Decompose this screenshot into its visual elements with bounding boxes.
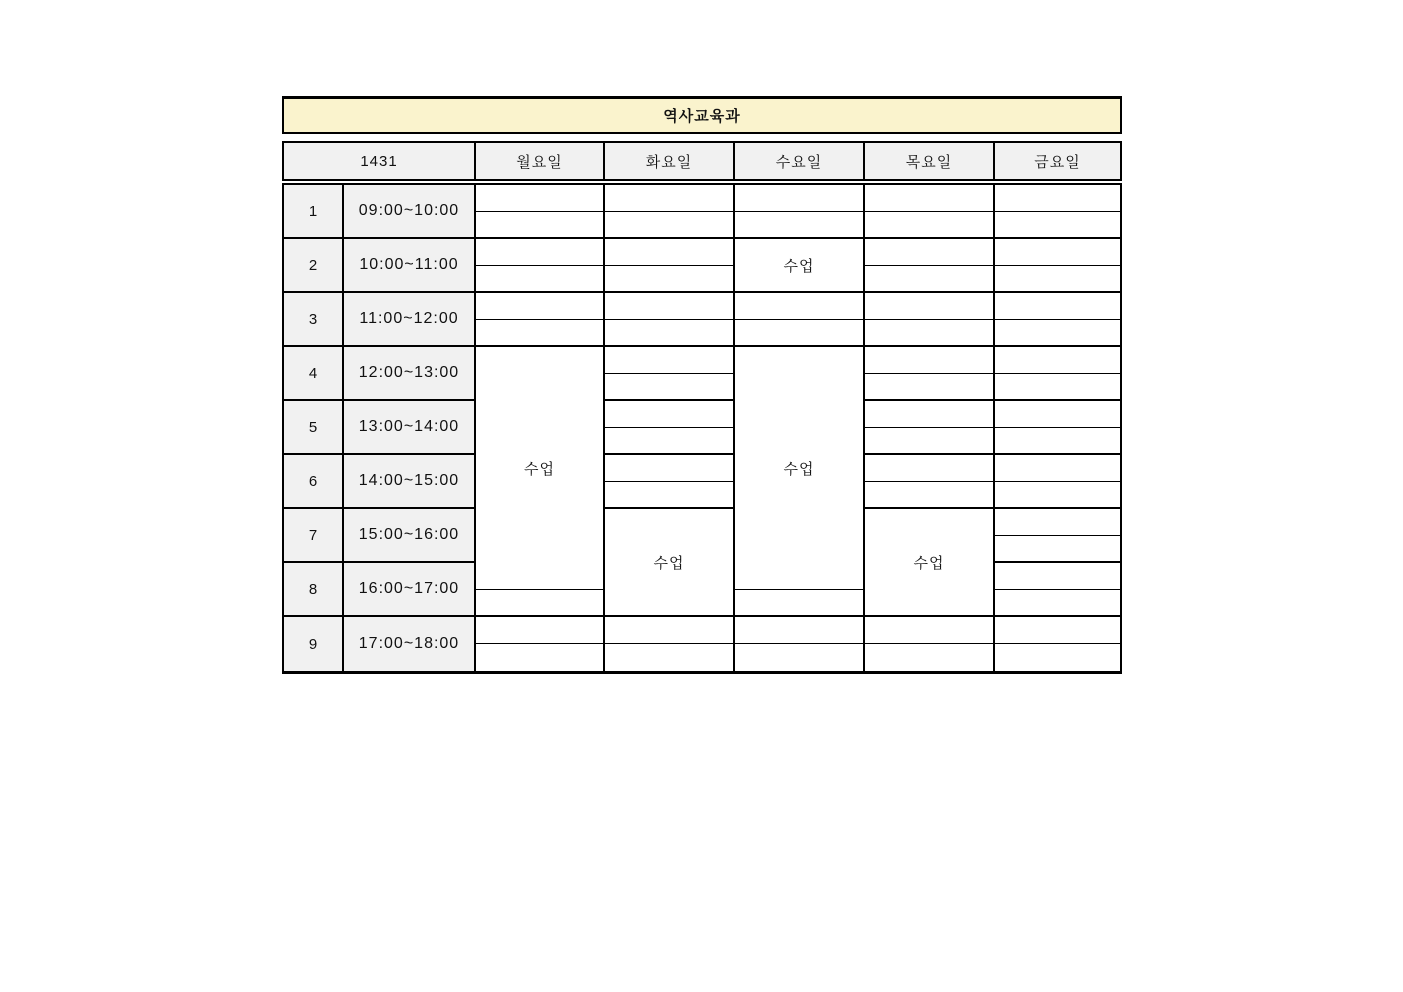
slot-cell — [603, 239, 733, 266]
slot-cell — [474, 293, 603, 320]
slot-cell — [474, 185, 603, 212]
period-time-cell: 09:00~10:00 — [342, 185, 474, 239]
period-time-cell: 15:00~16:00 — [342, 509, 474, 563]
slot-cell — [474, 239, 603, 266]
slot-cell — [993, 185, 1120, 212]
slot-cell — [993, 374, 1120, 401]
slot-cell — [474, 644, 603, 671]
period-time-cell: 11:00~12:00 — [342, 293, 474, 347]
slot-cell — [993, 212, 1120, 239]
slot-cell — [863, 185, 993, 212]
class-cell: 수업 — [603, 509, 733, 617]
period-time-cell: 12:00~13:00 — [342, 347, 474, 401]
period-number-cell: 1 — [284, 185, 342, 239]
slot-cell — [733, 644, 863, 671]
slot-cell — [863, 482, 993, 509]
slot-cell — [993, 644, 1120, 671]
slot-cell — [603, 374, 733, 401]
day-header-wednesday: 수요일 — [733, 143, 863, 179]
period-number-cell: 9 — [284, 617, 342, 671]
slot-cell — [863, 212, 993, 239]
slot-cell — [603, 482, 733, 509]
period-number-cell: 8 — [284, 563, 342, 617]
slot-cell — [603, 428, 733, 455]
slot-cell — [993, 401, 1120, 428]
class-cell: 수업 — [863, 509, 993, 617]
slot-cell — [863, 617, 993, 644]
slot-cell — [863, 644, 993, 671]
period-number-cell: 3 — [284, 293, 342, 347]
timetable-header-row — [282, 141, 1122, 181]
slot-cell — [603, 185, 733, 212]
department-title: 역사교육과 — [282, 96, 1122, 134]
timetable-document — [282, 96, 1122, 674]
slot-cell — [993, 293, 1120, 320]
day-header-thursday: 목요일 — [863, 143, 993, 179]
slot-cell — [474, 320, 603, 347]
period-time-cell: 14:00~15:00 — [342, 455, 474, 509]
slot-cell — [863, 455, 993, 482]
slot-cell — [733, 212, 863, 239]
slot-cell — [474, 617, 603, 644]
period-time-cell: 13:00~14:00 — [342, 401, 474, 455]
slot-cell — [993, 455, 1120, 482]
slot-cell — [863, 347, 993, 374]
period-number-cell: 7 — [284, 509, 342, 563]
class-cell: 수업 — [733, 347, 863, 590]
slot-cell — [603, 320, 733, 347]
slot-cell — [733, 617, 863, 644]
slot-cell — [993, 563, 1120, 590]
slot-cell — [863, 320, 993, 347]
period-time-cell: 16:00~17:00 — [342, 563, 474, 617]
day-header-friday: 금요일 — [993, 143, 1120, 179]
slot-cell — [733, 590, 863, 617]
slot-cell — [603, 293, 733, 320]
slot-cell — [993, 617, 1120, 644]
class-cell: 수업 — [474, 347, 603, 590]
slot-cell — [863, 266, 993, 293]
class-code-cell: 1431 — [360, 152, 398, 170]
slot-cell — [993, 347, 1120, 374]
slot-cell — [603, 455, 733, 482]
period-number-cell: 6 — [284, 455, 342, 509]
period-number-cell: 2 — [284, 239, 342, 293]
slot-cell — [863, 239, 993, 266]
slot-cell — [993, 266, 1120, 293]
slot-cell — [474, 266, 603, 293]
slot-cell — [603, 347, 733, 374]
slot-cell — [993, 509, 1120, 536]
slot-cell — [603, 266, 733, 293]
slot-cell — [863, 428, 993, 455]
period-number-cell: 5 — [284, 401, 342, 455]
slot-cell — [863, 293, 993, 320]
slot-cell — [603, 644, 733, 671]
day-header-monday: 월요일 — [474, 143, 603, 179]
slot-cell — [993, 482, 1120, 509]
slot-cell — [863, 401, 993, 428]
period-time-cell: 17:00~18:00 — [342, 617, 474, 671]
slot-cell — [993, 239, 1120, 266]
slot-cell — [993, 320, 1120, 347]
class-cell: 수업 — [733, 239, 863, 293]
slot-cell — [733, 293, 863, 320]
period-time-cell: 10:00~11:00 — [342, 239, 474, 293]
slot-cell — [733, 320, 863, 347]
slot-cell — [993, 536, 1120, 563]
day-header-tuesday: 화요일 — [603, 143, 733, 179]
slot-cell — [863, 374, 993, 401]
slot-cell — [603, 212, 733, 239]
timetable-body — [282, 183, 1122, 674]
slot-cell — [993, 590, 1120, 617]
period-number-cell: 4 — [284, 347, 342, 401]
slot-cell — [603, 401, 733, 428]
slot-cell — [993, 428, 1120, 455]
slot-cell — [603, 617, 733, 644]
slot-cell — [474, 590, 603, 617]
slot-cell — [474, 212, 603, 239]
slot-cell — [733, 185, 863, 212]
